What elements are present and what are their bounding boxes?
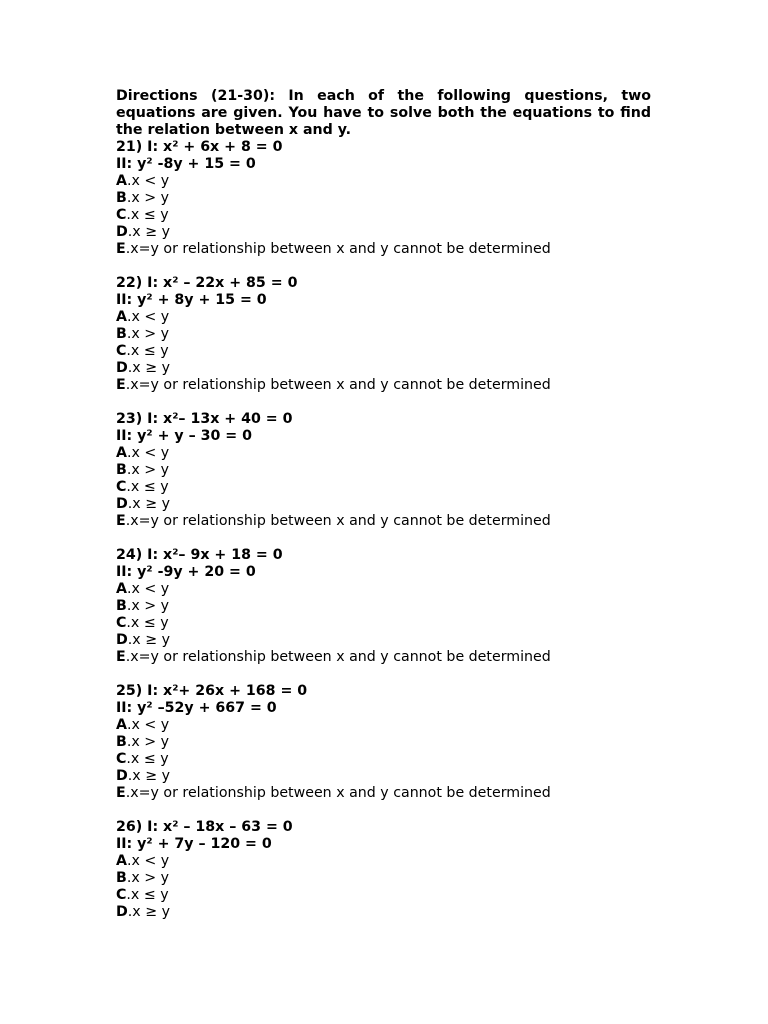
equation-two: II: y² –52y + 667 = 0: [116, 700, 277, 716]
answer-option: [116, 581, 651, 598]
answer-option: [116, 751, 651, 768]
equation-one: 24) I: x²– 9x + 18 = 0: [116, 547, 283, 563]
option-letter: C: [116, 207, 127, 223]
option-letter: B: [116, 870, 127, 886]
option-text: .x > y: [126, 326, 170, 342]
option-text: .x ≥ y: [127, 224, 170, 240]
option-text: .x=y or relationship between x and y cannot be determined: [125, 377, 551, 393]
option-letter: B: [116, 326, 127, 342]
question-block: [116, 411, 651, 530]
directions-text: Directions (21-30): In each of the following questions, two equations are given. You have to solve both the equations to find the relation between x and y.: [116, 88, 651, 138]
option-text: .x=y or relationship between x and y cannot be determined: [125, 513, 551, 529]
option-letter: E: [116, 649, 126, 665]
answer-option: [116, 462, 651, 479]
option-text: .x < y: [126, 173, 170, 189]
answer-option: [116, 241, 651, 258]
option-letter: C: [116, 751, 127, 767]
option-text: .x ≤ y: [126, 751, 169, 767]
option-letter: A: [116, 309, 127, 325]
option-letter: A: [116, 445, 127, 461]
option-letter: E: [116, 513, 126, 529]
option-text: .x > y: [126, 190, 170, 206]
question-block: [116, 683, 651, 802]
answer-option: [116, 615, 651, 632]
equation-one: 22) I: x² – 22x + 85 = 0: [116, 275, 298, 291]
option-text: .x ≥ y: [127, 360, 170, 376]
option-text: .x < y: [126, 717, 170, 733]
answer-option: [116, 479, 651, 496]
option-letter: D: [116, 360, 128, 376]
answer-option: [116, 887, 651, 904]
answer-option: [116, 360, 651, 377]
equation-two: II: y² -9y + 20 = 0: [116, 564, 256, 580]
option-text: .x > y: [126, 598, 170, 614]
document-page: [116, 88, 651, 921]
answer-option: [116, 496, 651, 513]
option-letter: C: [116, 887, 127, 903]
option-letter: D: [116, 768, 128, 784]
option-text: .x ≤ y: [126, 887, 169, 903]
option-text: .x ≤ y: [126, 479, 169, 495]
equation-two: II: y² + y – 30 = 0: [116, 428, 253, 444]
option-letter: A: [116, 581, 127, 597]
question-block: [116, 819, 651, 921]
option-letter: B: [116, 598, 127, 614]
option-letter: C: [116, 479, 127, 495]
option-text: .x ≥ y: [127, 768, 170, 784]
equation-two: II: y² + 7y – 120 = 0: [116, 836, 272, 852]
answer-option: [116, 224, 651, 241]
option-letter: E: [116, 785, 126, 801]
option-text: .x > y: [126, 462, 170, 478]
equation-one: 23) I: x²– 13x + 40 = 0: [116, 411, 293, 427]
equation-one: 26) I: x² – 18x – 63 = 0: [116, 819, 293, 835]
question-list: [116, 139, 651, 921]
answer-option: [116, 445, 651, 462]
answer-option: [116, 343, 651, 360]
answer-option: [116, 309, 651, 326]
answer-option: [116, 173, 651, 190]
answer-option: [116, 649, 651, 666]
option-letter: C: [116, 615, 127, 631]
option-letter: D: [116, 224, 128, 240]
option-letter: C: [116, 343, 127, 359]
option-letter: B: [116, 190, 127, 206]
answer-option: [116, 513, 651, 530]
answer-option: [116, 632, 651, 649]
answer-option: [116, 734, 651, 751]
answer-option: [116, 717, 651, 734]
answer-option: [116, 598, 651, 615]
option-text: .x ≤ y: [126, 615, 169, 631]
answer-option: [116, 190, 651, 207]
answer-option: [116, 904, 651, 921]
equation-one: 25) I: x²+ 26x + 168 = 0: [116, 683, 308, 699]
option-letter: E: [116, 377, 126, 393]
option-text: .x < y: [126, 853, 170, 869]
option-letter: E: [116, 241, 126, 257]
question-block: [116, 139, 651, 258]
option-letter: A: [116, 173, 127, 189]
option-letter: A: [116, 853, 127, 869]
option-letter: A: [116, 717, 127, 733]
option-text: .x < y: [126, 309, 170, 325]
option-letter: D: [116, 632, 128, 648]
option-letter: D: [116, 496, 128, 512]
equation-two: II: y² + 8y + 15 = 0: [116, 292, 267, 308]
answer-option: [116, 785, 651, 802]
option-text: .x=y or relationship between x and y cannot be determined: [125, 649, 551, 665]
answer-option: [116, 870, 651, 887]
answer-option: [116, 853, 651, 870]
option-letter: D: [116, 904, 128, 920]
answer-option: [116, 326, 651, 343]
option-text: .x ≤ y: [126, 343, 169, 359]
answer-option: [116, 768, 651, 785]
equation-one: 21) I: x² + 6x + 8 = 0: [116, 139, 283, 155]
option-text: .x > y: [126, 734, 170, 750]
question-block: [116, 547, 651, 666]
option-text: .x < y: [126, 445, 170, 461]
question-block: [116, 275, 651, 394]
option-text: .x ≤ y: [126, 207, 169, 223]
option-text: .x < y: [126, 581, 170, 597]
option-text: .x=y or relationship between x and y cannot be determined: [125, 785, 551, 801]
option-text: .x ≥ y: [127, 496, 170, 512]
option-text: .x > y: [126, 870, 170, 886]
option-text: .x ≥ y: [127, 632, 170, 648]
option-text: .x ≥ y: [127, 904, 170, 920]
option-text: .x=y or relationship between x and y cannot be determined: [125, 241, 551, 257]
option-letter: B: [116, 462, 127, 478]
option-letter: B: [116, 734, 127, 750]
answer-option: [116, 207, 651, 224]
answer-option: [116, 377, 651, 394]
equation-two: II: y² -8y + 15 = 0: [116, 156, 256, 172]
